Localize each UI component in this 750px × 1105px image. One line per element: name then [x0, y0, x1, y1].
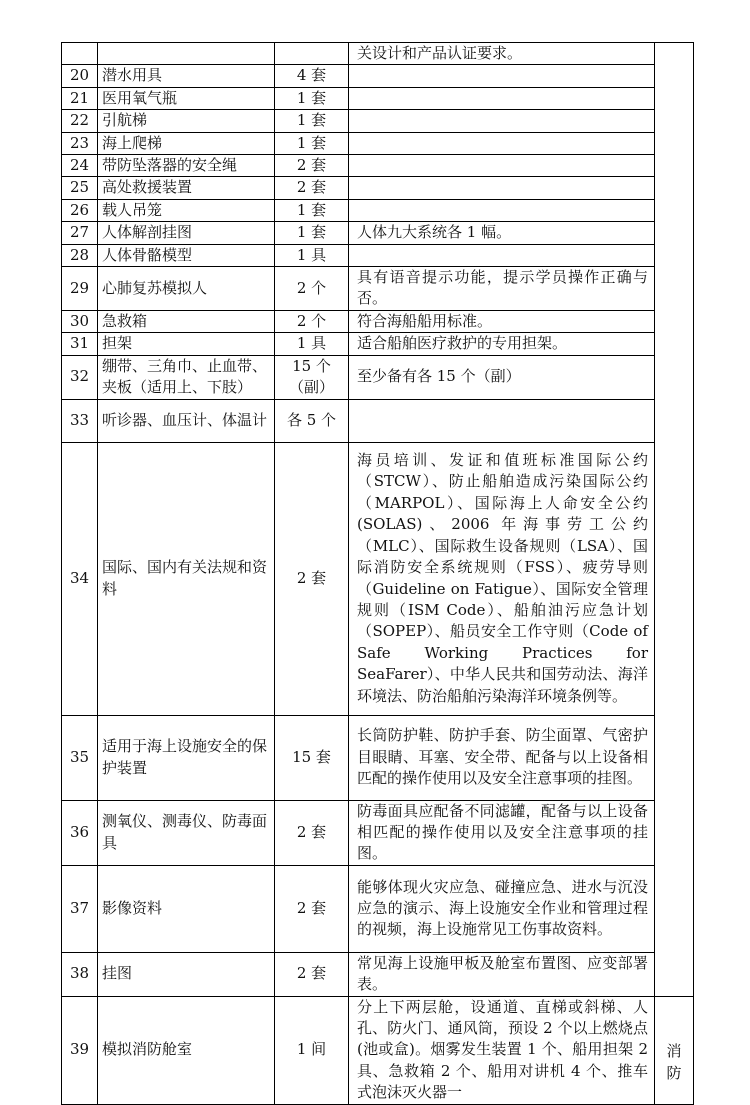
row-number: 27 [62, 222, 98, 244]
item-quantity [275, 43, 349, 65]
table-row [62, 355, 694, 399]
item-requirement: 海员培训、发证和值班标准国际公约（STCW）、防止船舶造成污染国际公约（MARPOL）、国际海上人命安全公约(SOLAS)、2006 年海事劳工公约（MLC）、国际救生设备规则（LSA）、国际消防安全系统规则（FSS）、疲劳导则（Guideline on Fatigue）、国际安全管理规则（ISM Code）、船舶油污应急计划（SOPEP）、船员安全工作守则（Code of Safe Working Practices for SeaFarer）、中华人民共和国劳动法、海洋环境法、防治船舶污染海洋环境条例等。 [349, 442, 655, 715]
category-label: 消防 [666, 1041, 682, 1082]
table-row [62, 87, 694, 109]
item-requirement: 适合船舶医疗救护的专用担架。 [349, 333, 655, 355]
equipment-table [61, 42, 694, 1105]
item-quantity: 2 套 [275, 800, 349, 865]
item-quantity: 各 5 个 [275, 399, 349, 442]
item-quantity: 2 个 [275, 310, 349, 332]
table-row [62, 222, 694, 244]
item-requirement: 能够体现火灾应急、碰撞应急、进水与沉没应急的演示、海上设施安全作业和管理过程的视频，海上设施常见工伤事故资料。 [349, 865, 655, 952]
item-name [98, 43, 275, 65]
item-name: 引航梯 [98, 110, 275, 132]
item-requirement: 防毒面具应配备不同滤罐，配备与以上设备相匹配的操作使用以及安全注意事项的挂图。 [349, 800, 655, 865]
row-number: 35 [62, 715, 98, 800]
row-number: 29 [62, 267, 98, 311]
row-number: 20 [62, 65, 98, 87]
item-quantity: 2 套 [275, 952, 349, 996]
item-name: 急救箱 [98, 310, 275, 332]
table-row [62, 952, 694, 996]
item-quantity: 1 套 [275, 132, 349, 154]
item-requirement [349, 177, 655, 199]
item-quantity: 15 个（副） [275, 355, 349, 399]
item-quantity: 4 套 [275, 65, 349, 87]
table-row [62, 310, 694, 332]
row-number: 34 [62, 442, 98, 715]
item-requirement: 人体九大系统各 1 幅。 [349, 222, 655, 244]
item-quantity: 1 具 [275, 333, 349, 355]
item-quantity: 2 个 [275, 267, 349, 311]
table-row [62, 43, 694, 65]
item-requirement [349, 87, 655, 109]
item-quantity: 1 套 [275, 222, 349, 244]
category-cell [655, 996, 694, 1104]
table-row [62, 333, 694, 355]
item-name: 挂图 [98, 952, 275, 996]
row-number: 25 [62, 177, 98, 199]
item-name: 人体骨骼模型 [98, 244, 275, 266]
item-requirement: 分上下两层舱，设通道、直梯或斜梯、人孔、防火门、通风筒，预设 2 个以上燃烧点(池或盒)。烟雾发生装置 1 个、船用担架 2 具、急救箱 2 个、船用对讲机 4 个、推车式泡沫灭火器一 [349, 996, 655, 1104]
item-name: 带防坠落器的安全绳 [98, 155, 275, 177]
item-quantity: 2 套 [275, 155, 349, 177]
table-row [62, 65, 694, 87]
row-number: 38 [62, 952, 98, 996]
item-name: 高处救援装置 [98, 177, 275, 199]
item-name: 绷带、三角巾、止血带、夹板（适用上、下肢） [98, 355, 275, 399]
table-row [62, 399, 694, 442]
table-row [62, 996, 694, 1104]
item-name: 载人吊笼 [98, 199, 275, 221]
item-requirement [349, 399, 655, 442]
item-name: 海上爬梯 [98, 132, 275, 154]
item-quantity: 15 套 [275, 715, 349, 800]
item-name: 担架 [98, 333, 275, 355]
item-requirement: 关设计和产品认证要求。 [349, 43, 655, 65]
row-number: 39 [62, 996, 98, 1104]
item-quantity: 1 套 [275, 110, 349, 132]
row-number: 31 [62, 333, 98, 355]
row-number: 37 [62, 865, 98, 952]
item-quantity: 1 具 [275, 244, 349, 266]
table-row [62, 442, 694, 715]
row-number: 21 [62, 87, 98, 109]
table-row [62, 865, 694, 952]
item-name: 医用氧气瓶 [98, 87, 275, 109]
row-number: 26 [62, 199, 98, 221]
table-row [62, 244, 694, 266]
item-quantity: 1 间 [275, 996, 349, 1104]
row-number: 32 [62, 355, 98, 399]
table-row [62, 177, 694, 199]
row-number: 30 [62, 310, 98, 332]
item-quantity: 1 套 [275, 199, 349, 221]
item-name: 国际、国内有关法规和资料 [98, 442, 275, 715]
item-requirement [349, 65, 655, 87]
item-name: 潜水用具 [98, 65, 275, 87]
item-quantity: 2 套 [275, 865, 349, 952]
item-requirement: 常见海上设施甲板及舱室布置图、应变部署表。 [349, 952, 655, 996]
table-row [62, 800, 694, 865]
row-number: 22 [62, 110, 98, 132]
row-number: 36 [62, 800, 98, 865]
item-requirement: 长筒防护鞋、防护手套、防尘面罩、气密护目眼睛、耳塞、安全带、配备与以上设备相匹配的操作使用以及安全注意事项的挂图。 [349, 715, 655, 800]
item-requirement [349, 132, 655, 154]
item-quantity: 2 套 [275, 442, 349, 715]
item-name: 心肺复苏模拟人 [98, 267, 275, 311]
row-number: 23 [62, 132, 98, 154]
table-row [62, 110, 694, 132]
row-number [62, 43, 98, 65]
row-number: 24 [62, 155, 98, 177]
item-name: 测氧仪、测毒仪、防毒面具 [98, 800, 275, 865]
item-requirement [349, 199, 655, 221]
table-row [62, 267, 694, 311]
category-cell-upper [655, 43, 694, 997]
item-requirement [349, 244, 655, 266]
table-row [62, 155, 694, 177]
item-requirement [349, 110, 655, 132]
table-row [62, 132, 694, 154]
item-quantity: 2 套 [275, 177, 349, 199]
item-quantity: 1 套 [275, 87, 349, 109]
row-number: 28 [62, 244, 98, 266]
item-requirement: 至少备有各 15 个（副） [349, 355, 655, 399]
item-name: 适用于海上设施安全的保护装置 [98, 715, 275, 800]
row-number: 33 [62, 399, 98, 442]
item-requirement: 具有语音提示功能，提示学员操作正确与否。 [349, 267, 655, 311]
table-row [62, 199, 694, 221]
item-name: 影像资料 [98, 865, 275, 952]
item-name: 听诊器、血压计、体温计 [98, 399, 275, 442]
table-row [62, 715, 694, 800]
item-name: 模拟消防舱室 [98, 996, 275, 1104]
item-requirement: 符合海船船用标准。 [349, 310, 655, 332]
item-requirement [349, 155, 655, 177]
item-name: 人体解剖挂图 [98, 222, 275, 244]
